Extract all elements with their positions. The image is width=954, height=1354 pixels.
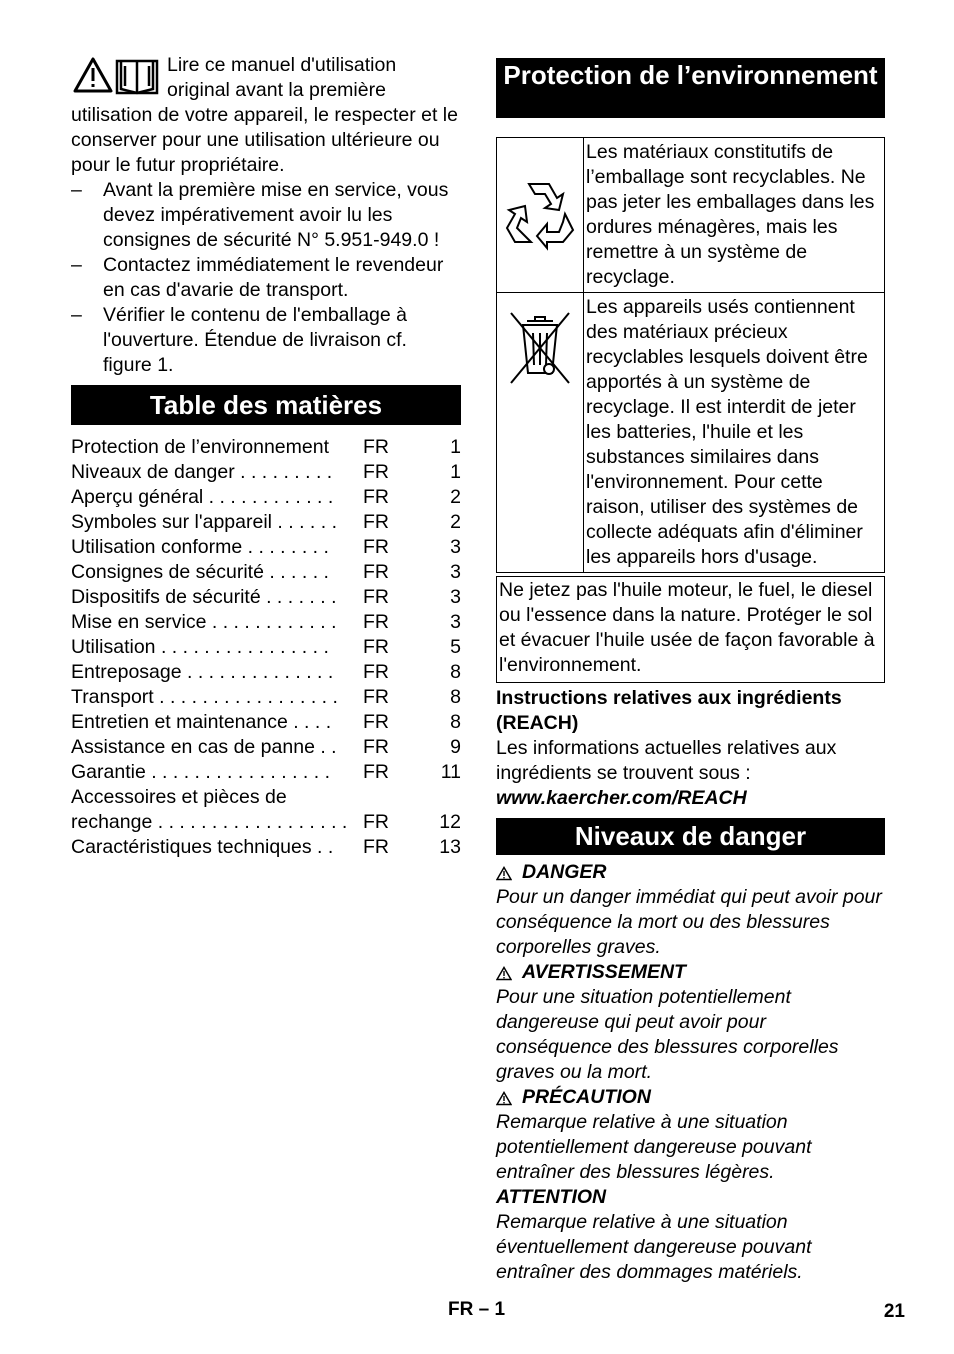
recycling-cell bbox=[497, 138, 584, 293]
toc-entry-lang: FR bbox=[363, 736, 389, 758]
toc-entry-title: Protection de l’environnement bbox=[71, 436, 329, 458]
toc-entry-page: 3 bbox=[450, 586, 461, 608]
toc-entry-page: 2 bbox=[450, 511, 461, 533]
toc-entry-title: Entreposage . . . . . . . . . . . . . . bbox=[71, 661, 334, 683]
toc-entry-title: Assistance en cas de panne . . bbox=[71, 736, 337, 758]
toc-row[interactable] bbox=[71, 785, 461, 835]
toc-entry-lang: FR bbox=[363, 836, 389, 858]
toc-entry-title: Accessoires et pièces de rechange . . . . . . . . . . . . . . . . . . bbox=[71, 786, 348, 833]
warning-text: Pour une situation potentiellement dangereuse qui peut avoir pour conséquence des blessures corporelles graves ou la mort. bbox=[496, 986, 839, 1083]
toc-entry-page: 3 bbox=[450, 536, 461, 558]
toc-row[interactable] bbox=[71, 760, 461, 785]
toc-entry-title: Utilisation conforme . . . . . . . . bbox=[71, 536, 329, 558]
toc-row[interactable] bbox=[71, 510, 461, 535]
toc-row[interactable] bbox=[71, 460, 461, 485]
toc-heading: Table des matières bbox=[71, 385, 461, 425]
list-item: – Contactez immédiatement le revendeur en cas d'avarie de transport. bbox=[71, 254, 444, 301]
toc-entry-lang: FR bbox=[363, 686, 389, 708]
list-item: – Avant la première mise en service, vous devez impérativement avoir lu les consignes de sécurité N° 5.951-949.0 ! bbox=[71, 179, 449, 251]
toc-row[interactable] bbox=[71, 435, 461, 460]
warning-label: AVERTISSEMENT bbox=[496, 960, 885, 985]
bullet-list bbox=[71, 178, 461, 378]
toc-entry-title: Transport . . . . . . . . . . . . . . . . . bbox=[71, 686, 338, 708]
intro-icons bbox=[71, 53, 163, 99]
toc-entry-page: 3 bbox=[450, 611, 461, 633]
danger-label: DANGER bbox=[496, 860, 885, 885]
reach-heading: Instructions relatives aux ingrédients (REACH) bbox=[496, 687, 842, 734]
footer-page-number: 21 bbox=[883, 1301, 905, 1322]
toc-entry-lang: FR bbox=[363, 811, 389, 833]
toc-row[interactable] bbox=[71, 560, 461, 585]
toc-entry-page: 8 bbox=[450, 711, 461, 733]
danger-text: Pour un danger immédiat qui peut avoir pour conséquence la mort ou des blessures corporelles graves. bbox=[496, 886, 882, 958]
toc-entry-lang: FR bbox=[363, 436, 389, 458]
toc-row[interactable] bbox=[71, 710, 461, 735]
toc-entry-lang: FR bbox=[363, 486, 389, 508]
toc-row[interactable] bbox=[71, 635, 461, 660]
danger-levels-heading: Niveaux de danger bbox=[496, 818, 885, 855]
toc-entry-title: Utilisation . . . . . . . . . . . . . . . . bbox=[71, 636, 329, 658]
toc-entry-title: Mise en service . . . . . . . . . . . . bbox=[71, 611, 337, 633]
environment-table bbox=[496, 137, 885, 573]
manual-book-icon bbox=[117, 61, 157, 93]
attention-text: Remarque relative à une situation éventuellement dangereuse pouvant entraîner des dommages matériels. bbox=[496, 1211, 812, 1283]
warning-icon bbox=[496, 966, 512, 981]
toc-entry-lang: FR bbox=[363, 511, 389, 533]
toc-entry-lang: FR bbox=[363, 561, 389, 583]
toc-entry-page: 1 bbox=[450, 461, 461, 483]
reach-text: Les informations actuelles relatives aux ingrédients se trouvent sous : bbox=[496, 737, 837, 784]
toc-entry-title: Dispositifs de sécurité . . . . . . . bbox=[71, 586, 337, 608]
left-column bbox=[71, 53, 461, 860]
toc-entry-page: 11 bbox=[440, 761, 461, 783]
toc-entry-page: 1 bbox=[450, 436, 461, 458]
right-column bbox=[496, 58, 885, 1285]
toc-entry-title: Consignes de sécurité . . . . . . bbox=[71, 561, 329, 583]
toc-entry-page: 8 bbox=[450, 686, 461, 708]
attention-label: ATTENTION bbox=[496, 1186, 607, 1208]
recycling-text: Les matériaux constitutifs de l’emballage sont recyclables. Ne pas jeter les emballages dans les ordures ménagères, mais les remettre à un système de recyclage. bbox=[584, 138, 885, 293]
toc-entry-title: Aperçu général . . . . . . . . . . . . bbox=[71, 486, 334, 508]
table-of-contents bbox=[71, 435, 461, 860]
toc-entry-page: 9 bbox=[450, 736, 461, 758]
toc-entry-title: Entretien et maintenance . . . . bbox=[71, 711, 332, 733]
table-row bbox=[497, 293, 885, 573]
bin-cell bbox=[497, 293, 584, 573]
toc-entry-page: 5 bbox=[450, 636, 461, 658]
toc-entry-lang: FR bbox=[363, 586, 389, 608]
toc-entry-page: 12 bbox=[439, 811, 461, 833]
toc-entry-page: 13 bbox=[439, 836, 461, 858]
toc-entry-title: Caractéristiques techniques . . bbox=[71, 836, 334, 858]
bin-text: Les appareils usés contiennent des matériaux précieux recyclables lesquels doivent être apportés à un système de recyclage. Il est interdit de jeter les batteries, l'huile et les substances similaires dans l'environnement. Pour cette raison, utiliser des systèmes de collecte adéquats afin d'éliminer les appareils hors d'usage. bbox=[584, 293, 885, 573]
danger-levels-list bbox=[496, 860, 885, 1285]
toc-entry-lang: FR bbox=[363, 711, 389, 733]
list-item: – Vérifier le contenu de l'emballage à l'ouverture. Étendue de livraison cf. figure 1. bbox=[71, 304, 407, 376]
toc-row[interactable] bbox=[71, 535, 461, 560]
toc-row[interactable] bbox=[71, 485, 461, 510]
toc-entry-page: 2 bbox=[450, 486, 461, 508]
toc-entry-title: Niveaux de danger . . . . . . . . . bbox=[71, 461, 333, 483]
caution-label: PRÉCAUTION bbox=[496, 1085, 885, 1110]
toc-row[interactable] bbox=[71, 660, 461, 685]
toc-entry-lang: FR bbox=[363, 536, 389, 558]
intro-paragraph bbox=[71, 53, 461, 178]
toc-row[interactable] bbox=[71, 685, 461, 710]
warning-icon bbox=[75, 59, 111, 91]
toc-entry-page: 8 bbox=[450, 661, 461, 683]
oil-notice: Ne jetez pas l'huile moteur, le fuel, le diesel ou l'essence dans la nature. Protéger le sol et évacuer l'huile usée de façon favorable à l'environnement. bbox=[496, 576, 885, 683]
toc-entry-lang: FR bbox=[363, 636, 389, 658]
toc-entry-lang: FR bbox=[363, 661, 389, 683]
toc-entry-lang: FR bbox=[363, 461, 389, 483]
toc-row[interactable] bbox=[71, 735, 461, 760]
toc-row[interactable] bbox=[71, 835, 461, 860]
toc-entry-title: Garantie . . . . . . . . . . . . . . . . . bbox=[71, 761, 330, 783]
table-row bbox=[497, 138, 885, 293]
warning-icon bbox=[496, 1091, 512, 1106]
toc-entry-page: 3 bbox=[450, 561, 461, 583]
footer-section-label: FR – 1 bbox=[448, 1299, 506, 1320]
intro-text: Lire ce manuel d'utilisation original avant la première utilisation de votre appareil, le respecter et le conserver pour une utilisation ultérieure ou pour le futur propriétaire. bbox=[71, 54, 458, 176]
toc-row[interactable] bbox=[71, 610, 461, 635]
warning-icon bbox=[496, 866, 512, 881]
toc-entry-lang: FR bbox=[363, 611, 389, 633]
environment-heading: Protection de l’environnement bbox=[496, 58, 885, 118]
caution-text: Remarque relative à une situation potentiellement dangereuse pouvant entraîner des blessures légères. bbox=[496, 1111, 812, 1183]
toc-entry-title: Symboles sur l'appareil . . . . . . bbox=[71, 511, 337, 533]
toc-entry-lang: FR bbox=[363, 761, 389, 783]
reach-link[interactable]: www.kaercher.com/REACH bbox=[496, 787, 747, 809]
toc-row[interactable] bbox=[71, 585, 461, 610]
recycling-icon bbox=[501, 172, 579, 252]
crossed-out-bin-icon bbox=[507, 307, 573, 387]
